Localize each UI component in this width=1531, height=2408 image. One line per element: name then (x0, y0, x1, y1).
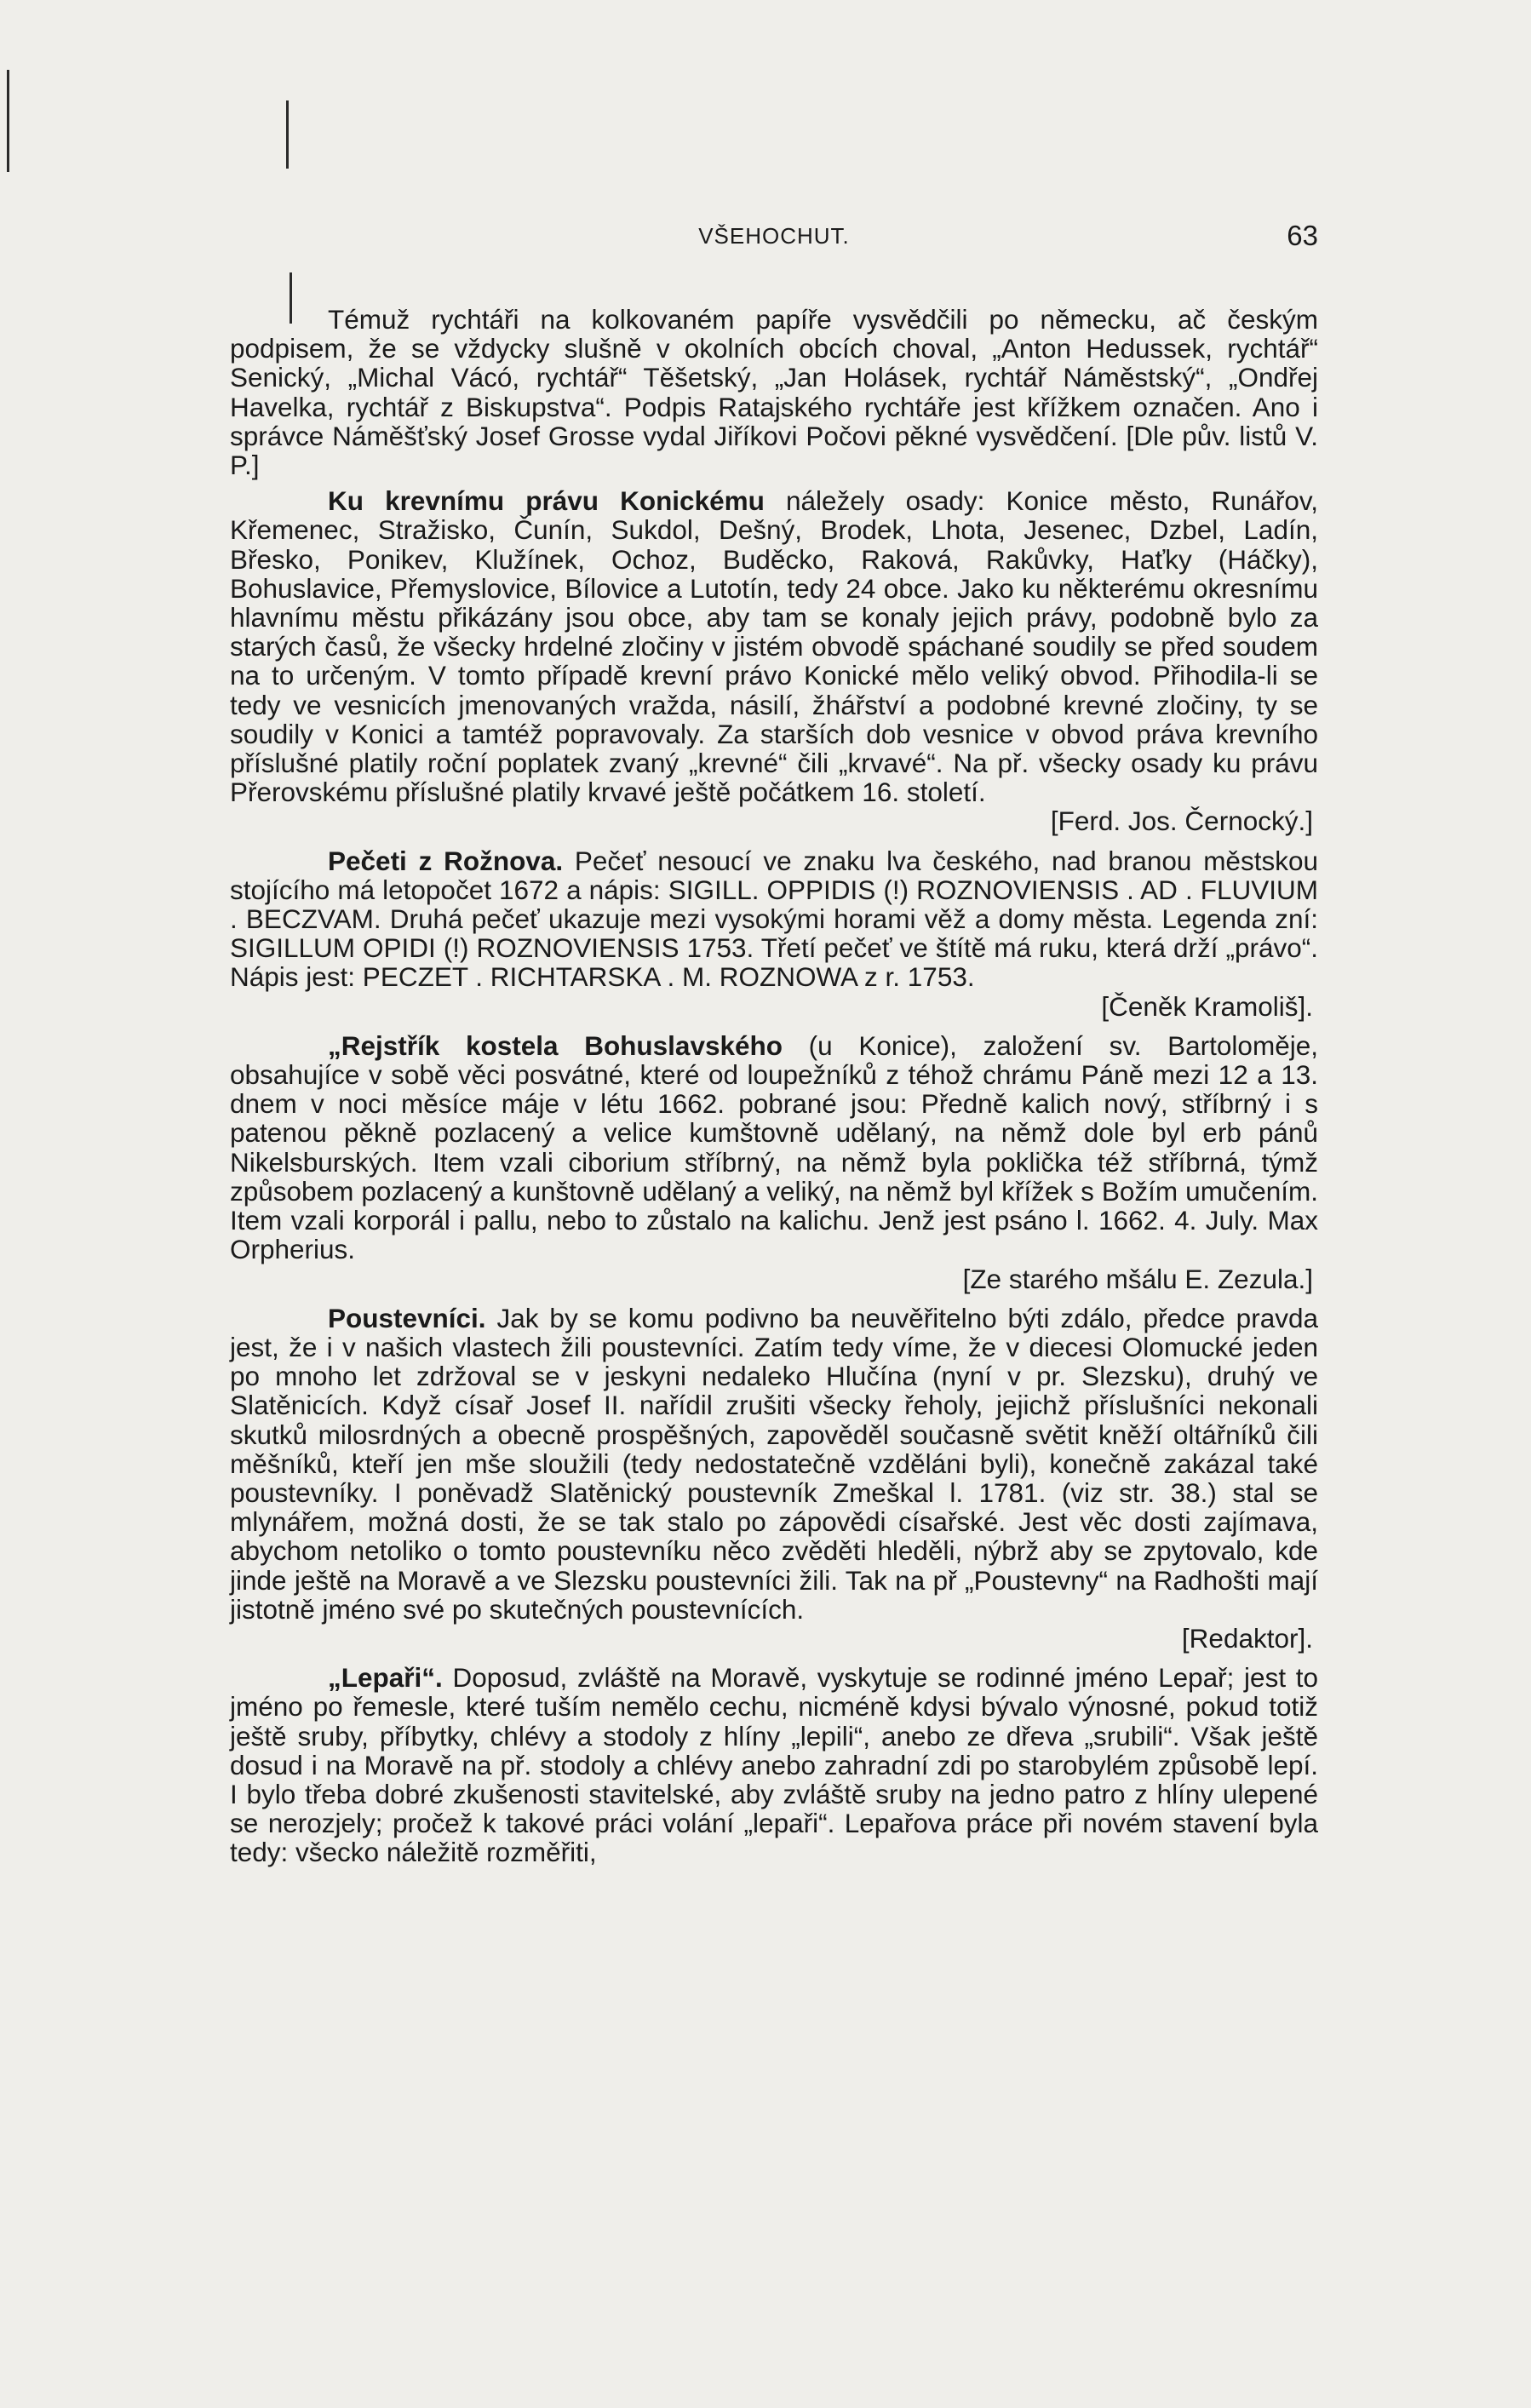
article-paragraph (230, 1304, 1318, 1624)
margin-mark (7, 70, 9, 172)
article-paragraph (230, 1663, 1318, 1866)
article-text: (u Konice), založení sv. Bartoloměje, obsahujíce v sobě věci posvátné, které od loupežníků z téhož chrámu Páně mezi 12 a 13. dnem v noci měsíce máje v létu 1662. pobrané jsou: Předně kalich nový, stříbrný i s patenou pěkně pozlacený a velice kumštovně udělaný, na němž dole byl erb pánů Nikelsburských. Item vzali ciborium stříbrný, na němž byla poklička též stříbrná, týmž způsobem pozlacený a kunštovně udělaný a veliký, na němž byl křížek s Božím umučením. Item vzali korporál i pallu, nebo to zůstalo na kalichu. Jenž jest psáno l. 1662. 4. July. Max Orpherius. (230, 1029, 1318, 1265)
page-header (230, 220, 1318, 254)
page-number: 63 (1287, 220, 1318, 251)
margin-mark (286, 100, 289, 169)
article-text: Pečeť nesoucí ve znaku lva českého, nad branou městskou stojícího má letopočet 1672 a nápis: SIGILL. OPPIDIS (!) ROZNOVIENSIS . AD . FLUVIUM . BECZVAM. Druhá pečeť ukazuje mezi vysokými horami věž a domy města. Legenda zní: SIGILLUM OPIDI (!) ROZNOVIENSIS 1753. Třetí pečeť ve štítě má ruku, která drží „právo“. Nápis jest: PECZET . RICHTARSKA . M. ROZNOWA z r. 1753. (230, 845, 1318, 993)
running-title: VŠEHOCHUT. (698, 223, 850, 249)
article-paragraph (230, 1031, 1318, 1264)
article-lead: Ku krevnímu právu Konickému (328, 485, 765, 517)
article-source: [Ze starého mšálu E. Zezula.] (962, 1263, 1313, 1294)
article-text: Témuž rychtáři na kolkovaném papíře vysvědčili po německu, ač českým podpisem, že se vždycky slušně v okolních obcích choval, „Anton Hedussek, rychtář“ Senický, „Michal Vácó, rychtář“ Těšetský, „Jan Holásek, rychtář Náměstský“, „Ondřej Havelka, rychtář z Biskupstva“. Podpis Ratajského rychtáře jest křížkem označen. Ano i správce Náměšťský Josef Grosse vydal Jiříkovi Počovi pěkné vysvědčení. [Dle pův. listů V. P.] (230, 304, 1318, 481)
article-text: Jak by se komu podivno ba neuvěřitelno býti zdálo, předce pravda jest, že i v našich vlastech žili poustevníci. Zatím tedy víme, že v diecesi Olomucké jeden po mnoho let zdržoval se v jeskyni nedaleko Hlučína (nyní v pr. Slezsku), druhý ve Slatěnicích. Když císař Josef II. nařídil zrušiti všecky řeholy, jejichž příslušníci nekonali skutků milosrdných a obecně prospěšných, zapověděl současně světit kněží oltářníků čili měšníků, kteří jen mše sloužili (tedy nedostatečně vzděláni byli), konečně zakázal také poustevníky. I poněvadž Slatěnický poustevník Zmeškal l. 1781. (viz str. 38.) stal se mlynářem, možná dosti, že se tak stalo po zápovědi císařské. Jest věc dosti zajímava, abychom netoliko o tomto poustevníku něco zvěděti hleděli, nýbrž aby se zpytovalo, kde jinde ještě na Moravě a ve Slezsku poustevníci žili. Tak na př „Poustevny“ na Radhošti mají jistotně jméno své po skutečných poustevnících. (230, 1302, 1318, 1625)
article-text: náležely osady: Konice město, Runářov, Křemenec, Stražisko, Čunín, Sukdol, Dešný, Brodek, Lhota, Jesenec, Dzbel, Ladín, Břesko, Ponikev, Klužínek, Ochoz, Buděcko, Raková, Rakůvky, Haťky (Háčky), Bohuslavice, Přemyslovice, Bílovice a Lutotín, tedy 24 obce. Jako ku některému okresnímu hlavnímu městu přikázány jsou obce, aby tam se konaly jejich právy, podobně bylo za starých časů, že všecky hrdelné zločiny v jistém obvodě spáchané soudily se před soudem na to určeným. V tomto případě krevní právo Konické mělo veliký obvod. Přihodila-li se tedy ve vesnicích jmenovaných vražda, násilí, žhářství a podobné krevné zločiny, ty se soudily v Konici a tamtéž popravovaly. Za starších dob vesnice v obvod práva krevního příslušné platily roční poplatek zvaný „krevné“ čili „krvavé“. Na př. všecky osady ku právu Přerovskému příslušné platily krvavé ještě počátkem 16. století. (230, 485, 1318, 808)
article-source: [Redaktor]. (1181, 1622, 1313, 1654)
article-text: Doposud, zvláště na Moravě, vyskytuje se rodinné jméno Lepař; jest to jméno po řemesle, které tuším nemělo cechu, nicméně kdysi bývalo výnosné, pokud totiž ještě sruby, příbytky, chlévy a stodoly z hlíny „lepili“, anebo ze dřeva „srubili“. Však ještě dosud i na Moravě na př. stodoly a chlévy anebo zahradní zdi po starobylém způsobě lepí. I bylo třeba dobré zkušenosti stavitelské, aby zvláště sruby na jedno patro z hlíny ulepené se nerozjely; pročež k takové práci volání „lepaři“. Lepařova práce při novém stavení byla tedy: všecko náležitě rozměřiti, (230, 1662, 1318, 1868)
article-paragraph (230, 846, 1318, 992)
article-lead: „Rejstřík kostela Bohuslavského (328, 1029, 783, 1061)
article-paragraph (230, 486, 1318, 806)
article-lead: Poustevníci. (328, 1302, 486, 1333)
article-paragraph (230, 305, 1318, 479)
article-source: [Ferd. Jos. Černocký.] (1050, 806, 1313, 837)
article-lead: Pečeti z Rožnova. (328, 845, 564, 876)
article-source: [Čeněk Kramoliš]. (1101, 990, 1313, 1022)
page-body (230, 305, 1318, 1867)
article-lead: „Lepaři“. (328, 1662, 443, 1694)
